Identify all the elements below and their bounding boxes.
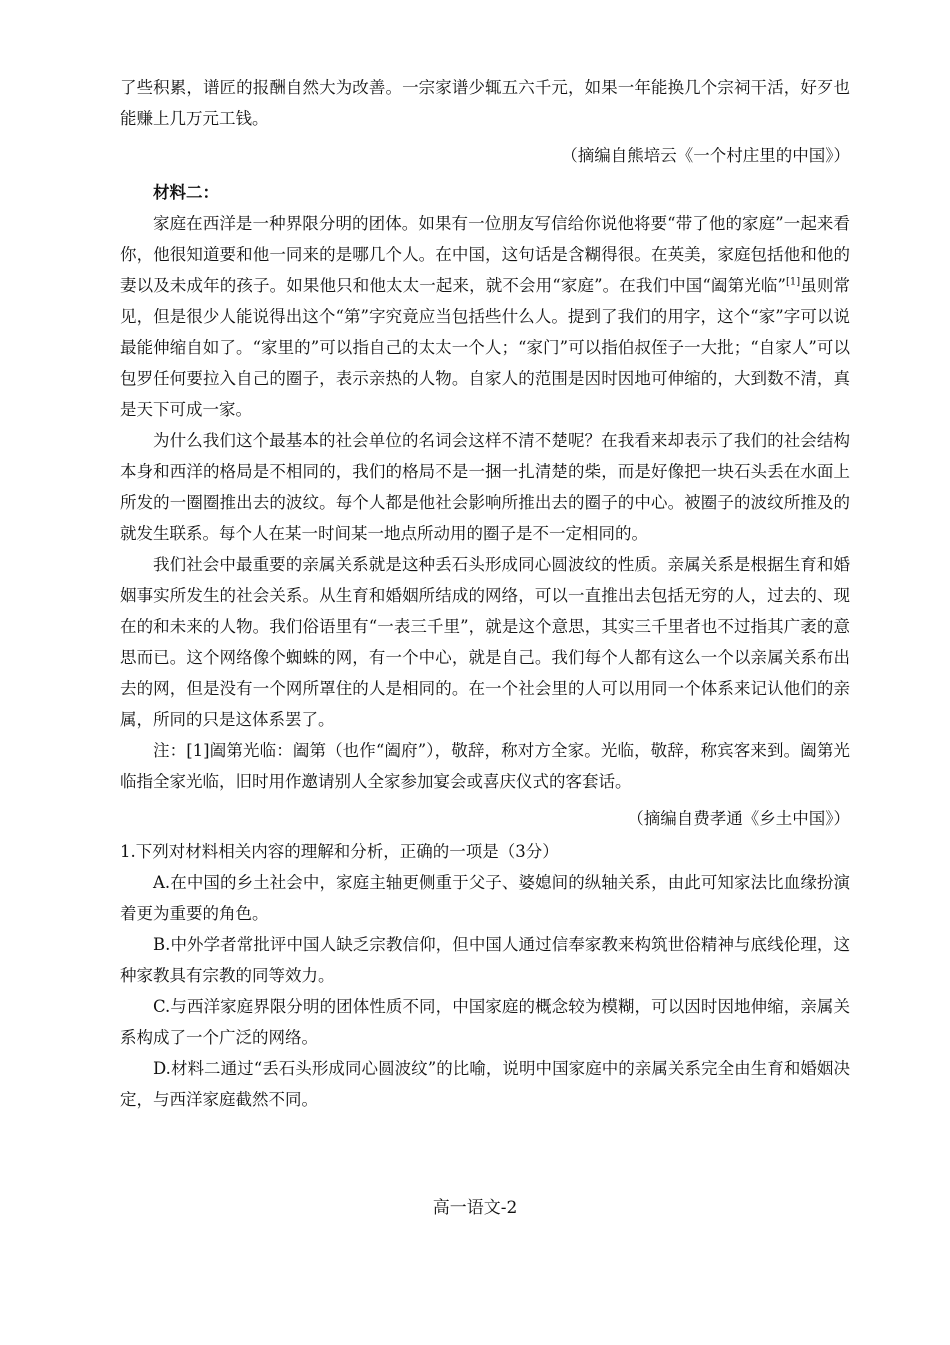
material1-end-paragraph: 了些积累，谱匠的报酬自然大为改善。一宗家谱少辄五六千元，如果一年能换几个宗祠干活，好歹也能赚上几万元工钱。: [120, 78, 850, 128]
paragraph-text: 家庭在西洋是一种界限分明的团体。如果有一位朋友写信给你说他将要“带了他的家庭”一起来看你，他很知道要和他一同来的是哪几个人。在中国，这句话是含糊得很。在英美，家庭包括他和他的妻以及未成年的孩子。如果他只和他太太一起来，就不会用“家庭”。在我们中国“阖第光临”: [120, 214, 850, 295]
document-body: [120, 72, 850, 1115]
question-1-stem: 1.下列对材料相关内容的理解和分析，正确的一项是（3分）: [120, 842, 559, 861]
material2-heading: 材料二：: [153, 183, 219, 202]
paragraph-text: 虽则常见，但是很少人能说得出这个“第”字究竟应当包括些什么人。提到了我们的用字，这个“家”字可以说最能伸缩自如了。“家里的”可以指自己的太太一个人；“家门”可以指伯叔侄子一大批；“自家人”可以包罗任何要拉入自己的圈子，表示亲热的人物。自家人的范围是因时因地可伸缩的，大到数不清，真是天下可成一家。: [120, 276, 851, 419]
footnote-marker: [1]: [785, 276, 801, 288]
material2-source: （摘编自费孝通《乡土中国》）: [627, 809, 850, 828]
material1-source: （摘编自熊培云《一个村庄里的中国》）: [561, 146, 850, 165]
question-1-option-a: A.在中国的乡土社会中，家庭主轴更侧重于父子、婆媳间的纵轴关系，由此可知家法比血缘扮演着更为重要的角色。: [120, 873, 850, 923]
material2-paragraph-2: 为什么我们这个最基本的社会单位的名词会这样不清不楚呢？在我看来却表示了我们的社会结构本身和西洋的格局是不相同的，我们的格局不是一捆一扎清楚的柴，而是好像把一块石头丢在水面上所发的一圈圈推出去的波纹。每个人都是他社会影响所推出去的圈子的中心。被圈子的波纹所推及的就发生联系。每个人在某一时间某一地点所动用的圈子是不一定相同的。: [120, 431, 850, 543]
material2-paragraph-3: 我们社会中最重要的亲属关系就是这种丢石头形成同心圆波纹的性质。亲属关系是根据生育和婚姻事实所发生的社会关系。从生育和婚姻所结成的网络，可以一直推出去包括无穷的人，过去的、现在的和未来的人物。我们俗语里有“一表三千里”，就是这个意思，其实三千里者也不过指其广袤的意思而已。这个网络像个蜘蛛的网，有一个中心，就是自己。我们每个人都有这么一个以亲属关系布出去的网，但是没有一个网所罩住的人是相同的。在一个社会里的人可以用同一个体系来记认他们的亲属，所同的只是这体系罢了。: [120, 555, 850, 729]
material2-footnote: 注：[1]阖第光临：阖第（也作“阖府”），敬辞，称对方全家。光临，敬辞，称宾客来到。阖第光临指全家光临，旧时用作邀请别人全家参加宴会或喜庆仪式的客套话。: [120, 741, 850, 791]
material2-paragraph-1: [120, 208, 850, 425]
question-1-option-d: D.材料二通过“丢石头形成同心圆波纹”的比喻，说明中国家庭中的亲属关系完全由生育和婚姻决定，与西洋家庭截然不同。: [120, 1059, 850, 1109]
question-1-option-b: B.中外学者常批评中国人缺乏宗教信仰，但中国人通过信奉家教来构筑世俗精神与底线伦理，这种家教具有宗教的同等效力。: [120, 935, 850, 985]
page-footer: 高一语文-2: [432, 1198, 518, 1218]
question-1-option-c: C.与西洋家庭界限分明的团体性质不同，中国家庭的概念较为模糊，可以因时因地伸缩，亲属关系构成了一个广泛的网络。: [120, 997, 850, 1047]
